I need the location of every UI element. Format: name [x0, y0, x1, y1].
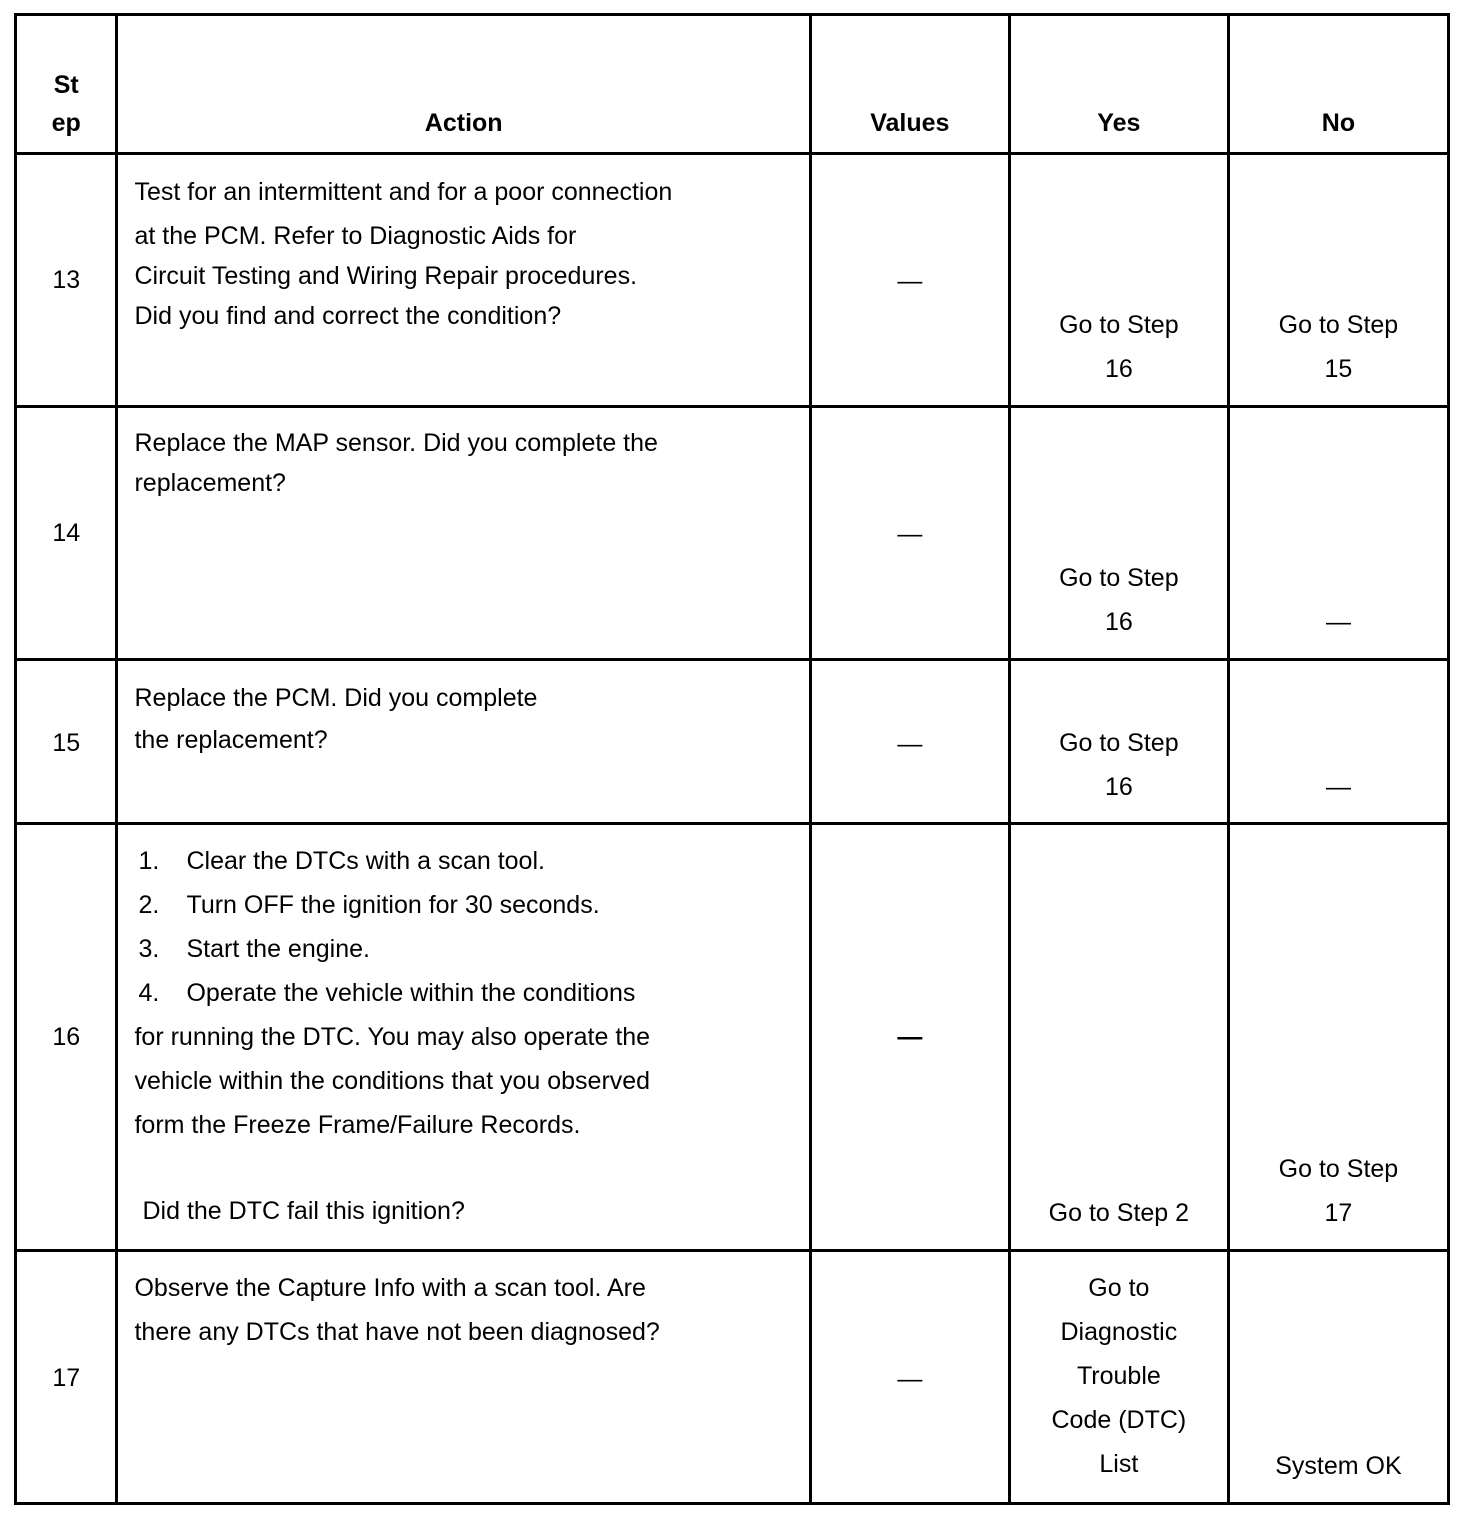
yes-text: Go to Step 2	[1048, 1199, 1190, 1227]
yes-cell	[1009, 407, 1228, 660]
list-number: 4.	[138, 979, 160, 1007]
table-row	[16, 660, 1449, 824]
action-cell	[117, 407, 810, 660]
header-step	[16, 15, 117, 154]
list-item	[134, 883, 808, 927]
action-text: vehicle within the conditions that you observed	[134, 1067, 651, 1095]
values-cell	[810, 660, 1009, 824]
no-text: 17	[1324, 1199, 1353, 1227]
action-question: Did the DTC fail this ignition?	[142, 1197, 465, 1225]
no-text: —	[1325, 608, 1351, 636]
action-text: Observe the Capture Info with a scan tool. Are	[134, 1274, 646, 1302]
step-number: 13	[52, 266, 81, 294]
step-number: 17	[52, 1364, 81, 1392]
step-cell	[16, 407, 117, 660]
action-cell	[117, 660, 810, 824]
values-text: —	[897, 730, 923, 758]
yes-cell	[1009, 824, 1228, 1251]
table-row	[16, 407, 1449, 660]
yes-cell	[1009, 660, 1228, 824]
no-cell	[1228, 407, 1448, 660]
no-text: Go to Step	[1278, 311, 1399, 339]
action-text: Test for an intermittent and for a poor connection	[134, 178, 673, 206]
header-no-label: No	[1321, 109, 1356, 137]
header-action	[117, 15, 810, 154]
yes-text: Go to Step	[1059, 311, 1179, 339]
diagnostic-table	[14, 13, 1450, 1505]
yes-text: 16	[1104, 773, 1133, 801]
step-cell	[16, 1251, 117, 1504]
step-number: 15	[52, 729, 81, 757]
header-values-label: Values	[870, 109, 950, 137]
table-row	[16, 1251, 1449, 1504]
list-number: 2.	[138, 891, 160, 919]
action-text: Did you find and correct the condition?	[134, 302, 562, 330]
list-item	[134, 927, 808, 971]
header-step-label: St ep	[51, 71, 81, 137]
action-text: at the PCM. Refer to Diagnostic Aids for	[134, 222, 577, 250]
values-text: —	[897, 520, 923, 548]
table-row	[16, 824, 1449, 1251]
yes-text: 16	[1104, 608, 1133, 636]
values-text: —	[897, 1365, 923, 1393]
values-cell	[810, 407, 1009, 660]
list-text: Turn OFF the ignition for 30 seconds.	[186, 891, 600, 919]
action-text: for running the DTC. You may also operate the	[134, 1023, 651, 1051]
yes-text: Go to Step	[1059, 729, 1179, 757]
step-number: 16	[52, 1023, 81, 1051]
action-text: Replace the MAP sensor. Did you complete the	[134, 429, 658, 457]
action-text: form the Freeze Frame/Failure Records.	[134, 1111, 581, 1139]
yes-text: Trouble	[1076, 1362, 1161, 1390]
no-cell	[1228, 824, 1448, 1251]
yes-text: List	[1099, 1450, 1139, 1478]
yes-text: Diagnostic	[1060, 1318, 1178, 1346]
no-cell	[1228, 154, 1448, 407]
table-row	[16, 154, 1449, 407]
header-yes-label: Yes	[1097, 109, 1141, 137]
step-cell	[16, 824, 117, 1251]
no-cell	[1228, 660, 1448, 824]
step-cell	[16, 154, 117, 407]
action-cell	[117, 824, 810, 1251]
list-number: 3.	[138, 935, 160, 963]
values-cell	[810, 154, 1009, 407]
values-cell	[810, 824, 1009, 1251]
values-cell	[810, 1251, 1009, 1504]
header-yes	[1009, 15, 1228, 154]
list-text: Clear the DTCs with a scan tool.	[186, 847, 545, 875]
yes-text: Code (DTC)	[1051, 1406, 1187, 1434]
action-cell	[117, 1251, 810, 1504]
action-text: Replace the PCM. Did you complete	[134, 684, 538, 712]
no-text: 15	[1324, 355, 1353, 383]
header-no	[1228, 15, 1448, 154]
no-text: System OK	[1275, 1452, 1402, 1480]
values-text: —	[897, 267, 923, 295]
action-text: there any DTCs that have not been diagnosed?	[134, 1318, 660, 1346]
no-text: Go to Step	[1278, 1155, 1399, 1183]
action-text: replacement?	[134, 469, 286, 497]
action-text: Circuit Testing and Wiring Repair procedures.	[134, 262, 638, 290]
header-values	[810, 15, 1009, 154]
action-step-list	[134, 839, 808, 1015]
yes-text: 16	[1104, 355, 1133, 383]
list-text: Operate the vehicle within the conditions	[186, 979, 636, 1007]
list-item	[134, 971, 808, 1015]
yes-text: Go to	[1088, 1274, 1150, 1302]
header-row	[16, 15, 1449, 154]
no-text: —	[1325, 773, 1351, 801]
action-text: the replacement?	[134, 726, 328, 754]
yes-cell	[1009, 1251, 1228, 1504]
yes-cell	[1009, 154, 1228, 407]
list-item	[134, 839, 808, 883]
header-action-label: Action	[424, 109, 503, 137]
action-cell	[117, 154, 810, 407]
step-number: 14	[52, 519, 81, 547]
yes-text: Go to Step	[1059, 564, 1179, 592]
values-text: —	[897, 1023, 923, 1051]
no-cell	[1228, 1251, 1448, 1504]
step-cell	[16, 660, 117, 824]
list-text: Start the engine.	[186, 935, 370, 963]
list-number: 1.	[138, 847, 160, 875]
